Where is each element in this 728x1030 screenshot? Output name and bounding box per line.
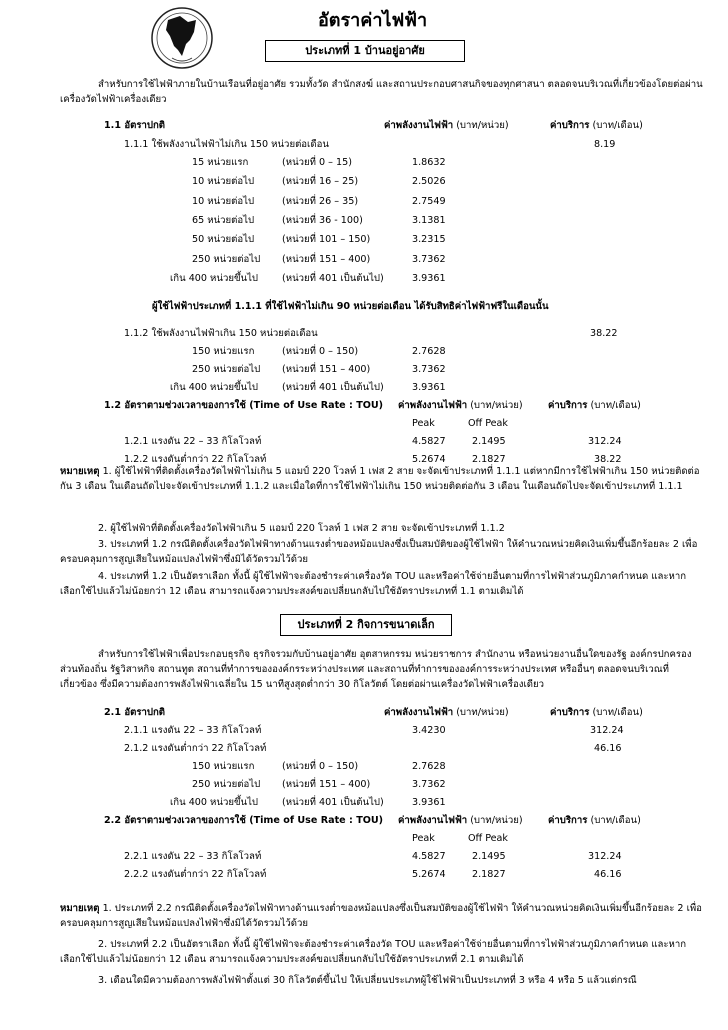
tou-service-charge: 312.24 [588, 851, 622, 862]
tier-block-label: 150 หน่วยแรก [192, 346, 255, 357]
tier-block-label: เกิน 400 หน่วยขึ้นไป [170, 382, 258, 393]
tier-block-label: 250 หน่วยต่อไป [192, 779, 261, 790]
page-title: อัตราค่าไฟฟ้า [318, 10, 428, 31]
tou-voltage-label: 2.2.2 แรงดันต่ำกว่า 22 กิโลโวลท์ [124, 869, 267, 880]
tou-offpeak-rate: 2.1495 [472, 851, 506, 862]
tier-rate-value: 2.7628 [412, 346, 446, 357]
tou-service-charge: 38.22 [594, 454, 622, 465]
tier-unit-range: (หน่วยที่ 0 – 15) [282, 157, 352, 168]
tier-rate-value: 3.9361 [412, 272, 446, 284]
tier-unit-range: (หน่วยที่ 0 – 150) [282, 761, 359, 772]
tou-offpeak-rate: 2.1495 [472, 436, 506, 447]
offpeak-label: Off Peak [468, 418, 508, 429]
service-charge-value: 8.19 [594, 139, 616, 150]
tier-rate-value: 3.2315 [412, 234, 446, 246]
tier-unit-range: (หน่วยที่ 151 – 400) [282, 253, 371, 265]
tou-voltage-label: 2.2.1 แรงดัน 22 – 33 กิโลโวลท์ [124, 851, 262, 862]
peak-label: Peak [412, 418, 435, 429]
tier-rate-value: 2.5026 [412, 176, 446, 188]
tier-rate-value: 3.7362 [412, 364, 446, 375]
energy-charge-header: ค่าพลังงานไฟฟ้า (บาท/หน่วย) [384, 120, 509, 131]
type2-note-3: 3. เดือนใดมีความต้องการพลังไฟฟ้าตั้งแต่ 30 กิโลวัตต์ขึ้นไป ให้เปลี่ยนประเภทผู้ใช้ไฟฟ้าเป็นประเภทที่ 3 หรือ 4 หรือ 5 แล้วแต่กรณี [98, 975, 637, 986]
tier-block-label: 10 หน่วยต่อไป [192, 176, 255, 188]
tou-offpeak-rate: 2.1827 [472, 869, 506, 880]
tier-rate-value: 3.9361 [412, 797, 446, 808]
tier-unit-range: (หน่วยที่ 401 เป็นต้นไป) [282, 797, 384, 808]
type1-heading-box: ประเภทที่ 1 บ้านอยู่อาศัย [265, 40, 465, 62]
tier-unit-range: (หน่วยที่ 16 – 25) [282, 176, 359, 188]
tier-block-label: 15 หน่วยแรก [192, 157, 249, 168]
tou-peak-rate: 5.2674 [412, 454, 446, 465]
section-1-1-heading: 1.1 อัตราปกติ [104, 120, 165, 131]
note-2: 2. ผู้ใช้ไฟฟ้าที่ติดตั้งเครื่องวัดไฟฟ้าเกิน 5 แอมป์ 220 โวลท์ 1 เฟส 2 สาย จะจัดเข้าประเภทที่ 1.1.2 [98, 523, 505, 534]
tier-unit-range: (หน่วยที่ 101 – 150) [282, 234, 371, 246]
tou-peak-rate: 4.5827 [412, 851, 446, 862]
type2-intro: สำหรับการใช้ไฟฟ้าเพื่อประกอบธุรกิจ ธุรกิจรวมกับบ้านอยู่อาศัย อุตสาหกรรม หน่วยราชการ สำนักงาน หรือหน่วยงานอื่นใดของรัฐ องค์กรปกครองส่วนท้องถิ่น รัฐวิสาหกิจ สถานทูต สถานที่ทำการขององค์กรระหว่างประเทศ และสถานที่ทำการขององค์การระหว่างประเทศ หรืออื่นๆ ตลอดจนบริเวณที่เกี่ยวข้อง ซึ่งมีความต้องการพลังไฟฟ้าเฉลี่ยใน 15 นาทีสูงสุดต่ำกว่า 30 กิโลวัตต์ โดยต่อผ่านเครื่องวัดไฟฟ้าเครื่องเดียว [60, 649, 692, 690]
tier-unit-range: (หน่วยที่ 26 – 35) [282, 195, 359, 207]
tier-rate-value: 2.7549 [412, 195, 446, 207]
note-3: 3. ประเภทที่ 1.2 กรณีติดตั้งเครื่องวัดไฟฟ้าทางด้านแรงต่ำของหม้อแปลงซึ่งเป็นสมบัติของผู้ใช้ไฟฟ้า ให้คำนวณหน่วยคิดเงินเพิ่มขึ้นอีกร้อยละ 2 เพื่อครอบคลุมการสูญเสียในหม้อแปลงไฟฟ้าซึ่งมิได้วัดรวมไว้ด้วย [60, 539, 698, 565]
tier-rate-value: 3.9361 [412, 382, 446, 393]
tier-block-label: เกิน 400 หน่วยขึ้นไป [170, 272, 258, 284]
type2-heading-box: ประเภทที่ 2 กิจการขนาดเล็ก [280, 614, 452, 636]
energy-charge-header: ค่าพลังงานไฟฟ้า (บาท/หน่วย) [384, 707, 509, 718]
section-1-2-heading: 1.2 อัตราตามช่วงเวลาของการใช้ (Time of Use Rate : TOU) [104, 400, 384, 411]
tou-service-charge: 46.16 [594, 869, 622, 880]
tier-block-label: เกิน 400 หน่วยขึ้นไป [170, 797, 258, 808]
service-charge-value: 312.24 [590, 725, 624, 736]
tier-rate-value: 3.7362 [412, 779, 446, 790]
tier-unit-range: (หน่วยที่ 0 – 150) [282, 346, 359, 357]
energy-charge-header: ค่าพลังงานไฟฟ้า (บาท/หน่วย) [398, 400, 523, 411]
tier-unit-range: (หน่วยที่ 401 เป็นต้นไป) [282, 272, 384, 284]
service-charge-header: ค่าบริการ (บาท/เดือน) [548, 400, 641, 411]
tou-peak-rate: 4.5827 [412, 436, 446, 447]
tier-rate-value: 3.1381 [412, 214, 446, 226]
offpeak-label: Off Peak [468, 833, 508, 844]
tou-offpeak-rate: 2.1827 [472, 454, 506, 465]
tier-rate-value: 2.7628 [412, 761, 446, 772]
type2-note-2: 2. ประเภทที่ 2.2 เป็นอัตราเลือก ทั้งนี้ ผู้ใช้ไฟฟ้าจะต้องชำระค่าเครื่องวัด TOU และหรือค่าใช้จ่ายอื่นตามที่การไฟฟ้าส่วนภูมิภาคกำหนด และหากเลือกใช้ไปแล้วไม่น้อยกว่า 12 เดือน สามารถแจ้งความประสงค์ขอเปลี่ยนกลับไปใช้อัตราประเภทที่ 2.1 ตามเดิมได้ [60, 939, 687, 965]
tier-rate-value: 3.7362 [412, 253, 446, 265]
section-2-1-heading: 2.1 อัตราปกติ [104, 707, 165, 718]
note-4: 4. ประเภทที่ 1.2 เป็นอัตราเลือก ทั้งนี้ ผู้ใช้ไฟฟ้าจะต้องชำระค่าเครื่องวัด TOU และหรือค่าใช้จ่ายอื่นตามที่การไฟฟ้าส่วนภูมิภาคกำหนด และหากเลือกใช้ไปแล้วไม่น้อยกว่า 12 เดือน สามารถแจ้งความประสงค์ขอเปลี่ยนกลับไปใช้อัตราประเภทที่ 1.1 ตามเดิมได้ [60, 571, 687, 597]
service-charge-header: ค่าบริการ (บาท/เดือน) [550, 707, 643, 718]
subsection-2-1-2: 2.1.2 แรงดันต่ำกว่า 22 กิโลโวลท์ [124, 743, 267, 754]
tier-unit-range: (หน่วยที่ 36 - 100) [282, 214, 363, 226]
subsection-2-1-1: 2.1.1 แรงดัน 22 – 33 กิโลโวลท์ [124, 725, 262, 736]
type1-intro: สำหรับการใช้ไฟฟ้าภายในบ้านเรือนที่อยู่อาศัย รวมทั้งวัด สำนักสงฆ์ และสถานประกอบศาสนกิจของทุกศาสนา ตลอดจนบริเวณที่เกี่ยวข้องโดยต่อผ่านเครื่องวัดไฟฟ้าเครื่องเดียว [60, 79, 703, 105]
tou-voltage-label: 1.2.1 แรงดัน 22 – 33 กิโลโวลท์ [124, 436, 262, 447]
peak-label: Peak [412, 833, 435, 844]
note-1: หมายเหตุ 1. ผู้ใช้ไฟฟ้าที่ติดตั้งเครื่องวัดไฟฟ้าไม่เกิน 5 แอมป์ 220 โวลท์ 1 เฟส 2 สาย จะจัดเข้าประเภทที่ 1.1.1 แต่หากมีการใช้ไฟฟ้าเกิน 150 หน่วยติดต่อกัน 3 เดือน ในเดือนถัดไปจะจัดเข้าประเภทที่ 1.1.2 และเมื่อใดที่การใช้ไฟฟ้าไม่เกิน 150 หน่วยติดต่อกัน 3 เดือน ในเดือนถัดไปจะจัดเข้าประเภทที่ 1.1.1 [60, 466, 700, 492]
service-charge-value: 46.16 [594, 743, 622, 754]
subsection-1-1-2: 1.1.2 ใช้พลังงานไฟฟ้าเกิน 150 หน่วยต่อเดือน [124, 328, 318, 339]
tou-voltage-label: 1.2.2 แรงดันต่ำกว่า 22 กิโลโวลท์ [124, 454, 267, 465]
subsection-1-1-1: 1.1.1 ใช้พลังงานไฟฟ้าไม่เกิน 150 หน่วยต่อเดือน [124, 139, 329, 150]
tier-block-label: 10 หน่วยต่อไป [192, 195, 255, 207]
tier-unit-range: (หน่วยที่ 151 – 400) [282, 779, 371, 790]
tier-rate-value: 1.8632 [412, 157, 446, 168]
tou-service-charge: 312.24 [588, 436, 622, 447]
pea-logo [150, 6, 214, 70]
energy-rate-value: 3.4230 [412, 725, 446, 736]
service-charge-value: 38.22 [590, 328, 618, 339]
tier-unit-range: (หน่วยที่ 401 เป็นต้นไป) [282, 382, 384, 393]
service-charge-header: ค่าบริการ (บาท/เดือน) [548, 815, 641, 826]
tou-peak-rate: 5.2674 [412, 869, 446, 880]
free-electricity-note: ผู้ใช้ไฟฟ้าประเภทที่ 1.1.1 ที่ใช้ไฟฟ้าไม่เกิน 90 หน่วยต่อเดือน ได้รับสิทธิค่าไฟฟ้าฟรีในเดือนนั้น [152, 301, 549, 312]
tier-block-label: 50 หน่วยต่อไป [192, 234, 255, 246]
energy-charge-header: ค่าพลังงานไฟฟ้า (บาท/หน่วย) [398, 815, 523, 826]
type2-note-1: หมายเหตุ 1. ประเภทที่ 2.2 กรณีติดตั้งเครื่องวัดไฟฟ้าทางด้านแรงต่ำของหม้อแปลงซึ่งเป็นสมบัติของผู้ใช้ไฟฟ้า ให้คำนวณหน่วยคิดเงินเพิ่มขึ้นอีกร้อยละ 2 เพื่อครอบคลุมการสูญเสียในหม้อแปลงไฟฟ้าซึ่งมิได้วัดรวมไว้ด้วย [60, 903, 702, 929]
tier-block-label: 250 หน่วยต่อไป [192, 253, 261, 265]
tier-block-label: 65 หน่วยต่อไป [192, 214, 255, 226]
tier-unit-range: (หน่วยที่ 151 – 400) [282, 364, 371, 375]
tier-block-label: 250 หน่วยต่อไป [192, 364, 261, 375]
tier-block-label: 150 หน่วยแรก [192, 761, 255, 772]
section-2-2-heading: 2.2 อัตราตามช่วงเวลาของการใช้ (Time of Use Rate : TOU) [104, 815, 384, 826]
service-charge-header: ค่าบริการ (บาท/เดือน) [550, 120, 643, 131]
